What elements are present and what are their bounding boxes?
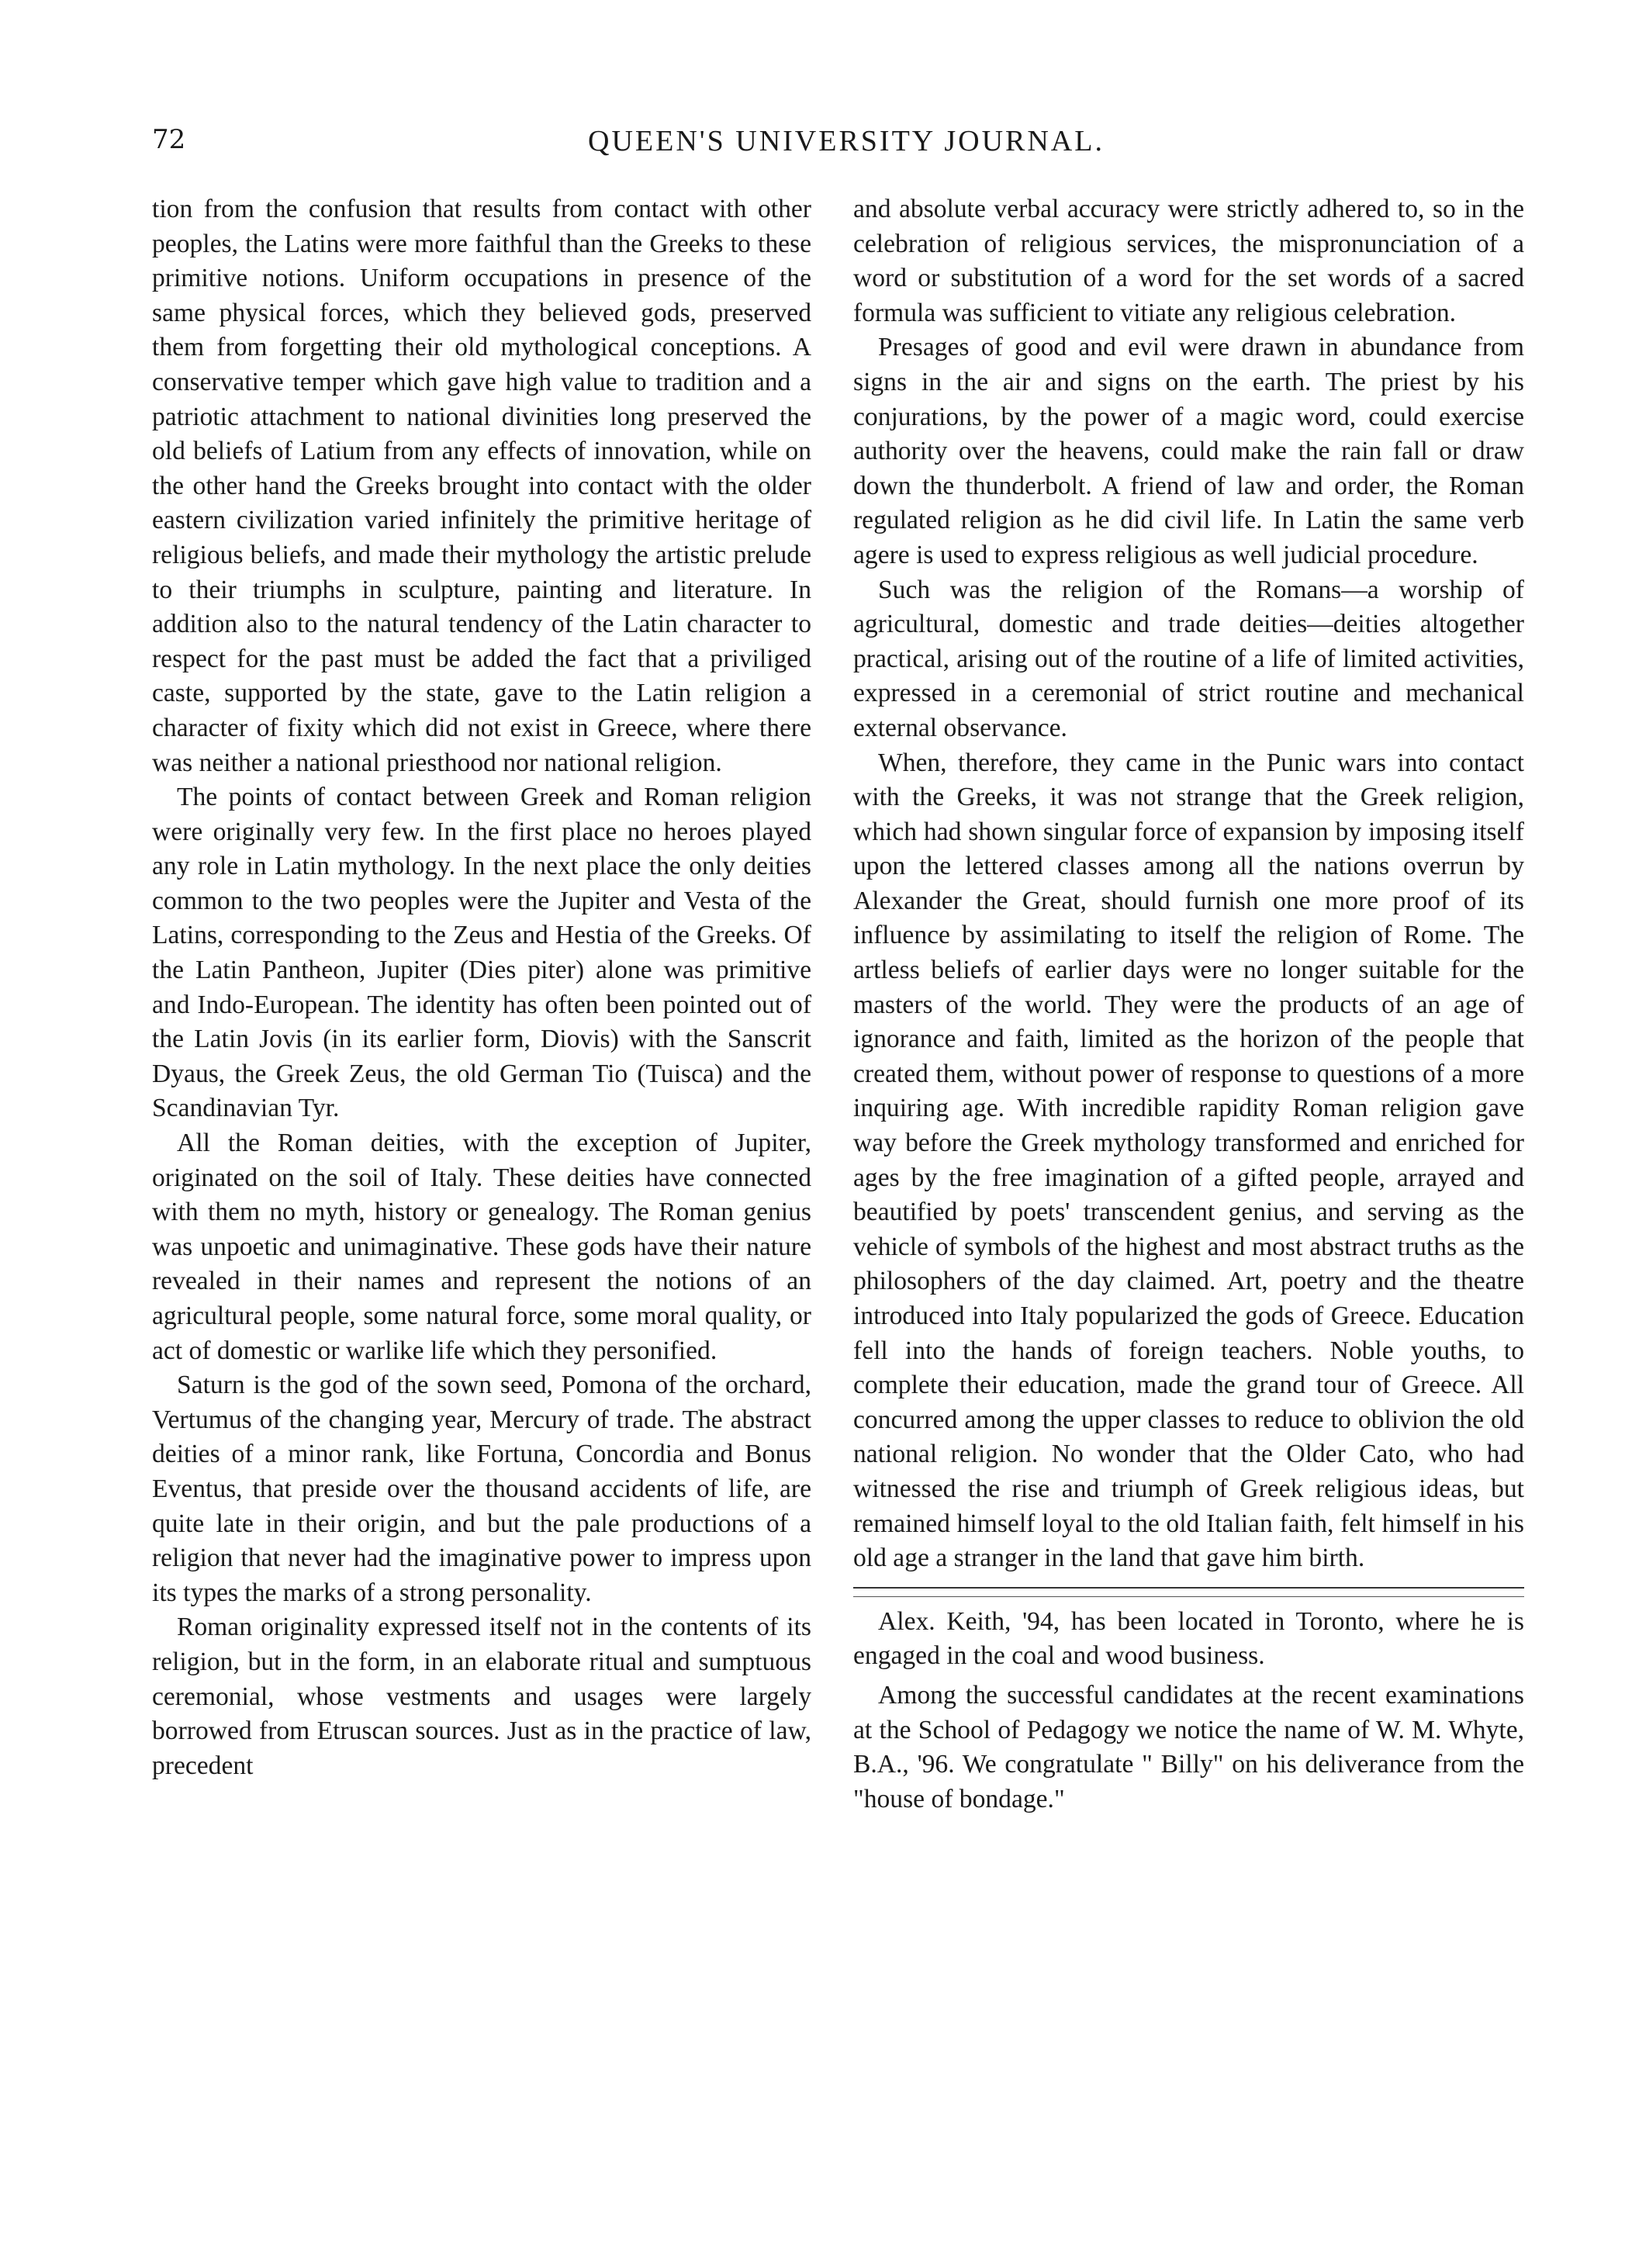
- page-number: 72: [152, 124, 186, 155]
- section-divider: [853, 1587, 1524, 1597]
- paragraph: Presages of good and evil were drawn in abundance from signs in the air and signs on the earth. The priest by his conjurations, by the power of a magic word, could exercise authority over the heavens, could make the rain fall or draw down the thunderbolt. A friend of law and order, the Roman regulated religion as he did civil life. In Latin the same verb agere is used to express religious as well judicial procedure.: [853, 333, 1524, 569]
- paragraph: When, therefore, they came in the Punic wars into contact with the Greeks, it was not strange that the Greek religion, which had shown singular force of expansion by imposing itself upon the lettered classes among all the nations overrun by Alexander the Great, should furnish one more proof of its influence by assimilating to itself the religion of Rome. The artless beliefs of earlier days were no longer suitable for the masters of the world. They were the products of an age of ignorance and faith, limited as the horizon of the people that created them, without power of response to questions of a more inquiring age. With incredible rapidity Roman religion gave way before the Greek mythology transformed and enriched for ages by the free imagination of a gifted people, arrayed and beautified by poets' transcendent genius, and serving as the vehicle of symbols of the highest and most abstract truths as the philosophers of the day claimed. Art, poetry and the theatre introduced into Italy popularized the gods of Greece. Education fell into the hands of foreign teachers. Noble youths, to complete their education, made the grand tour of Greece. All concurred among the upper classes to reduce to oblivion the old national religion. No wonder that the Older Cato, who had witnessed the rise and triumph of Greek religious ideas, but remained himself loyal to the old Italian faith, felt himself in his old age a stranger in the land that gave him birth.: [853, 748, 1524, 1573]
- paragraph: Roman originality expressed itself not in the contents of its religion, but in the form, in an elaborate ritual and sumptuous ceremonial, whose vestments and usages were largely borrowed from Etruscan sources. Just as in the practice of law, precedent: [152, 1613, 811, 1780]
- paragraph: and absolute verbal accuracy were strictly adhered to, so in the celebration of religious services, the mispronunciation of a word or substitution of a word for the set words of a sacred formula was sufficient to vitiate any religious celebration.: [853, 195, 1524, 327]
- news-note: Alex. Keith, '94, has been located in Toronto, where he is engaged in the coal and wood business.: [853, 1606, 1524, 1671]
- paragraph: Saturn is the god of the sown seed, Pomona of the orchard, Vertumus of the changing year, Mercury of trade. The abstract deities of a minor rank, like Fortuna, Concordia and Bonus Eventus, that preside over the thousand accidents of life, are quite late in their origin, and but the pale productions of a religion that never had the imaginative power to impress upon its types the marks of a strong personality.: [152, 1371, 811, 1607]
- journal-title: QUEEN'S UNIVERSITY JOURNAL.: [588, 125, 1105, 157]
- right-column: [853, 192, 1524, 1817]
- paragraph: Such was the religion of the Romans—a worship of agricultural, domestic and trade deities—deities altogether practical, arising out of the routine of a life of limited activities, expressed in a ceremonial of strict routine and mechanical external observance.: [853, 575, 1524, 742]
- left-column: [152, 192, 811, 1783]
- page-header: [152, 124, 1540, 171]
- paragraph: tion from the confusion that results from contact with other peoples, the Latins were more faithful than the Greeks to these primitive notions. Uniform occupations in presence of the same physical forces, which they believed gods, preserved them from forgetting their old mythological conceptions. A conservative temper which gave high value to tradition and a patriotic attachment to national divinities long preserved the old beliefs of Latium from any effects of innovation, while on the other hand the Greeks brought into contact with the older eastern civilization varied infinitely the primitive heritage of religious beliefs, and made their mythology the artistic prelude to their triumphs in sculpture, painting and literature. In addition also to the natural tendency of the Latin character to respect for the past must be added the fact that a priviliged caste, supported by the state, gave to the Latin religion a character of fixity which did not exist in Greece, where there was neither a national priesthood nor national religion.: [152, 195, 811, 777]
- paragraph: The points of contact between Greek and Roman religion were originally very few. In the first place no heroes played any role in Latin mythology. In the next place the only deities common to the two peoples were the Jupiter and Vesta of the Latins, corresponding to the Zeus and Hestia of the Greeks. Of the Latin Pantheon, Jupiter (Dies piter) alone was primitive and Indo-European. The identity has often been pointed out of the Latin Jovis (in its earlier form, Diovis) with the Sanscrit Dyaus, the Greek Zeus, the old German Tio (Tuisca) and the Scandinavian Tyr.: [152, 783, 811, 1123]
- paragraph: All the Roman deities, with the exception of Jupiter, originated on the soil of Italy. These deities have connected with them no myth, history or genealogy. The Roman genius was unpoetic and unimaginative. These gods have their nature revealed in their names and represent the notions of an agricultural people, some natural force, some moral quality, or act of domestic or warlike life which they personified.: [152, 1129, 811, 1365]
- news-note: Among the successful candidates at the recent examinations at the School of Pedagogy we notice the name of W. M. Whyte, B.A., '96. We congratulate " Billy" on his deliverance from the "house of bondage.": [853, 1680, 1524, 1813]
